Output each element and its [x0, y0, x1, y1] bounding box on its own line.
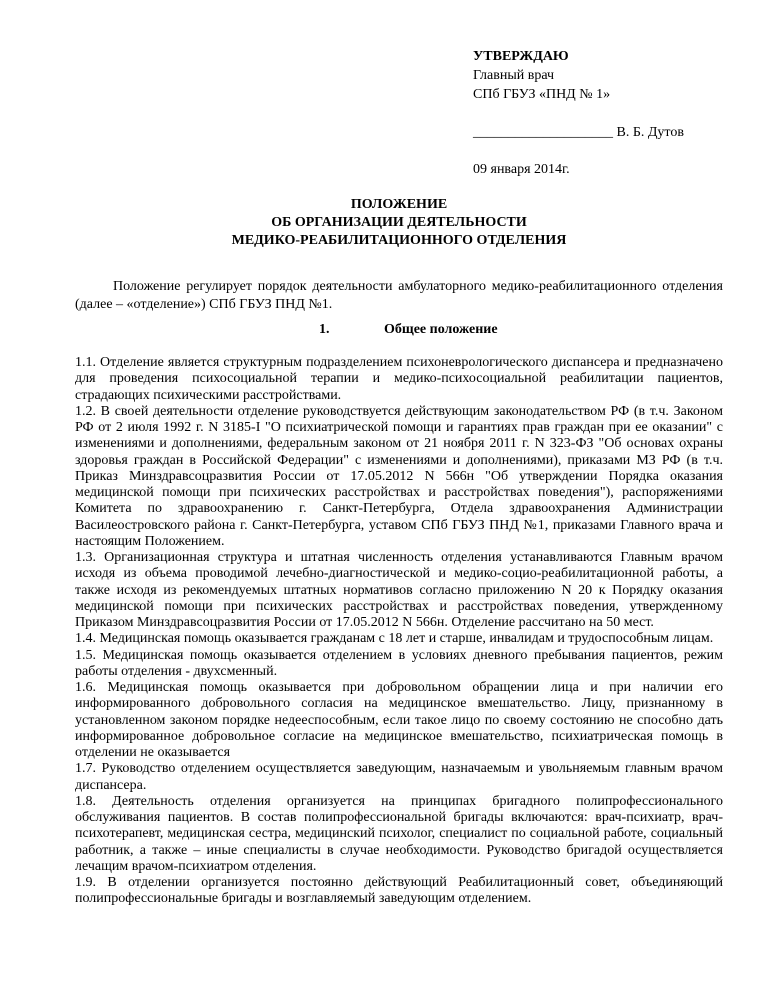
approval-organization: СПб ГБУЗ «ПНД № 1»	[473, 87, 611, 102]
item-1-4: 1.4. Медицинская помощь оказывается гражданам с 18 лет и старше, инвалидам и трудоспособным лицам.	[75, 631, 714, 647]
title-line-2: ОБ ОРГАНИЗАЦИИ ДЕЯТЕЛЬНОСТИ	[271, 215, 527, 230]
title-line-1: ПОЛОЖЕНИЕ	[350, 197, 448, 212]
section-items	[75, 355, 723, 908]
document-title	[75, 196, 723, 250]
approval-block	[473, 47, 723, 179]
item-1-6: 1.6. Медицинская помощь оказывается при добровольном обращении лица и при наличии его информированного добровольного согласия на медицинское вмешательство. Лицу, признанному в установленном законом порядке недееспособным, если такое лицо по своему состоянию не способно дать информированное добровольное согласие на медицинское вмешательство, психиатрическая помощь в отделении не оказывается	[75, 680, 723, 760]
item-1-2: 1.2. В своей деятельности отделение руководствуется действующим законодательством РФ (в т.ч. Законом РФ от 2 июля 1992 г. N 3185-I "О психиатрической помощи и гарантиях прав граждан при ее оказании" с изменениями и дополнениями, федеральным законом от 21 ноября 2011 г. N 323-ФЗ "Об основах охраны здоровья граждан в Российской Федерации" с изменениями и дополнениями), приказами МЗ РФ (в т.ч. Приказ Минздравсоцразвития России от 17.05.2012 N 566н "Об утверждении Порядка оказания медицинской помощи при психических расстройствах и расстройствах поведения"), распоряжениями Комитета по здравоохранению г. Санкт-Петербурга, Отдела здравоохранения Администрации Василеостровского района г. Санкт-Петербурга, уставом СПб ГБУЗ ПНД №1, приказами Главного врача и настоящим Положением.	[75, 403, 723, 549]
item-1-5: 1.5. Медицинская помощь оказывается отделением в условиях дневного пребывания пациентов, режим работы отделения - двухсменный.	[75, 647, 723, 679]
signature-line: ____________________ В. Б. Дутов	[473, 125, 684, 140]
title-line-3: МЕДИКО-РЕАБИЛИТАЦИОННОГО ОТДЕЛЕНИЯ	[231, 233, 567, 248]
intro-paragraph: Положение регулирует порядок деятельности амбулаторного медико-реабилитационного отделения (далее – «отделение») СПб ГБУЗ ПНД №1.	[75, 279, 723, 312]
item-1-1: 1.1. Отделение является структурным подразделением психоневрологического диспансера и предназначено для проведения психосоциальной терапии и медико-психосоциальной реабилитации пациентов, страдающих психическими расстройствами.	[75, 355, 723, 403]
item-1-7: 1.7. Руководство отделением осуществляется заведующим, назначаемым и увольняемым главным врачом диспансера.	[75, 761, 723, 793]
approval-date: 09 января 2014г.	[473, 162, 570, 177]
approval-position: Главный врач	[473, 68, 555, 83]
section-number: 1.	[319, 322, 330, 337]
item-1-8: 1.8. Деятельность отделения организуется на принципах бригадного полипрофессионального обслуживания пациентов. В состав полипрофессиональной бригады включаются: врач-психиатр, врач-психотерапевт, медицинская сестра, медицинский психолог, специалист по социальной работе, социальный работник, а также – иные специалисты в случае необходимости. Руководство бригадой осуществляется лечащим врачом-психиатром отделения.	[75, 793, 723, 874]
item-1-9: 1.9. В отделении организуется постоянно действующий Реабилитационный совет, объединяющий полипрофессиональные бригады и возглавляемый заведующим отделением.	[75, 875, 723, 907]
section-title: Общее положение	[384, 322, 498, 337]
item-1-3: 1.3. Организационная структура и штатная численность отделения устанавливаются Главным врачом исходя из объема проводимой лечебно-диагностической и медико-социо-реабилитационной работы, а также исходя из рекомендуемых штатных нормативов согласно приложению N 20 к Порядку оказания медицинской помощи при психических расстройствах и расстройствах поведения, утвержденному Приказом Минздравсоцразвития России от 17.05.2012 N 566н. Отделение рассчитано на 50 мест.	[75, 550, 723, 630]
approval-heading: УТВЕРЖДАЮ	[473, 49, 569, 64]
